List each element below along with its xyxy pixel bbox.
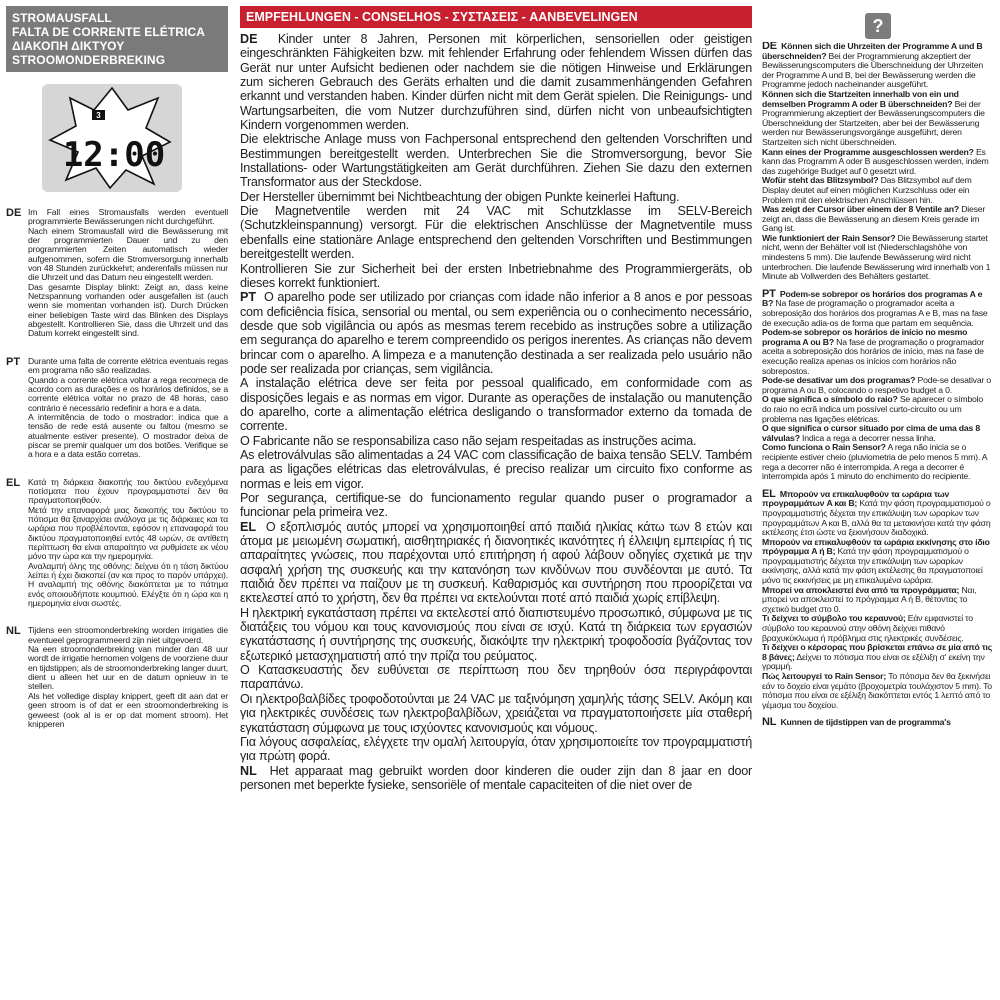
faq-answer: Bei der Programmierung akzeptiert der Bewässerungscomputers die Überschneidung der Startzeiten, aber bei der Bewässerung werden nur Bewässerungsvorgänge ausgeführt, deren Startzeiten sich nicht überschneiden. <box>762 98 985 147</box>
middle-column <box>240 6 752 996</box>
entry-text: Tijdens een stroomonderbreking worden irrigaties die eventueel geprogrammeerd zijn niet uitgevoerd. Na een stroomonderbreking van minder dan 48 uur wordt de irrigatie hernomen volgens de voorziene duur en tijdstippen; als de stroomonderbreking langer duurt, dient u alleen het uur en de datum opnieuw in te stellen. Als het volledige display knippert, geeft dit aan dat er geen stroom is of dat er een stroomonderbreking is geweest (ook al is er op dat moment stroom). Het knipperen <box>28 626 228 729</box>
faq-section-nl <box>762 718 994 728</box>
faq-item <box>762 487 994 538</box>
title-line: STROOMONDERBREKING <box>12 53 166 67</box>
recommendation-paragraph <box>240 491 752 520</box>
faq-item <box>762 443 994 481</box>
recommendation-paragraph <box>240 520 752 606</box>
lang-code: PT <box>240 290 257 305</box>
recommendation-paragraph <box>240 262 752 291</box>
paragraph-text: O Fabricante não se responsabiliza caso não sejam respeitadas as instruções acima. <box>240 433 697 448</box>
faq-icon-wrap <box>762 10 994 42</box>
faq-question: Τι δείχνει ο κέρσορας που βρίσκεται επάνω σε μία από τις 8 βάνες; <box>762 642 993 662</box>
faq-question: Was zeigt der Cursor über einem der 8 Ventile an? <box>762 204 959 215</box>
lang-code: EL <box>240 519 257 534</box>
faq-question: Μπορεί να αποκλειστεί ένα από τα προγράμματα; <box>762 584 960 595</box>
faq-item <box>762 538 994 586</box>
faq-item <box>762 718 994 728</box>
recommendation-paragraph <box>240 290 752 376</box>
faq-item <box>762 643 994 672</box>
entry-nl <box>6 626 228 729</box>
entry-el <box>6 478 228 609</box>
faq-answer: Na fase de programação o programador aceita a sobreposição dos horários dos programas A e B, mas na fase de execução adia-os de forma que partam em sequência. <box>762 298 988 328</box>
paragraph-text: Η ηλεκτρική εγκατάσταση πρέπει να εκτελεστεί από διαπιστευμένο προσωπικό, σύμφωνα με τις διατάξεις του νόμου και τους κανονισμούς που είναι σε ισχύ. Κατά τη διάρκεια των εργασιών εγκατάστασης ή συντήρησης της συσκευής, διακόψτε την ηλεκτρική τροφοδοσία βγάζοντας τον εξωτερικό μετασχηματιστή από την πρίζα του ρεύματος. <box>240 605 752 663</box>
recommendation-paragraph <box>240 190 752 204</box>
left-column <box>6 6 228 729</box>
flashing-display-icon <box>42 84 182 192</box>
faq-item <box>762 148 994 177</box>
paragraph-text: Οι ηλεκτροβαλβίδες τροφοδοτούνται με 24 VAC με ταξινόμηση χαμηλής τάσης SELV. Ακόμη και για ηλεκτρικές συνδέσεις των ηλεκτροβαλβίδων, χρειάζεται να πραγματοποιήσετε μία σταθερή εγκατάσταση σύμφωνα με τους ισχύοντες κανονισμούς και νόμους. <box>240 691 752 735</box>
faq-question: O que significa o cursor situado por cima de uma das 8 válvulas? <box>762 423 981 443</box>
paragraph-text: Kontrollieren Sie zur Sicherheit bei der ersten Inbetriebnahme des Programmiergeräts, ob dieses korrekt funktioniert. <box>240 261 752 290</box>
recommendation-paragraph <box>240 376 752 433</box>
paragraph-text: Ο Κατασκευαστής δεν ευθύνεται σε περίπτωση που δεν τηρηθούν όσα περιγράφονται παραπάνω. <box>240 663 752 692</box>
faq-question: Μπορούν να επικαλυφθούν τα ωράρια των προγραμμάτων A και B; <box>762 488 950 509</box>
lang-code: DE <box>240 32 258 46</box>
recommendations-header: EMPFEHLUNGEN - CONSELHOS - ΣΥΣΤΑΣΕΙΣ - AANBEVELINGEN <box>240 6 752 28</box>
faq-answer: Κατά την φάση προγραμματισμού ο προγραμματιστής δέχεται την επικάλυψη των ωραρίων εκκίνησης, αλλά κατά την φάση εκτέλεσης θα πραγματοποιεί μόνο τις εκκινήσεις με μη επικαλυμένα ωράρια. <box>762 546 983 586</box>
paragraph-text: Kinder unter 8 Jahren, Personen mit körperlichen, sensoriellen oder geistigen eingeschränkten Fähigkeiten bzw. mit fehlender Erfahrung oder fehlendem Wissen dürfen das Gerät nur unter Aufsicht bedienen oder nachdem sie die nötigen Hinweise und Erklärungen zum sicheren Gebrauch des Geräts erhalten und die damit zusammenhängenden Gefahren erkannt und verstanden haben. Kinder dürfen nicht mit dem Gerät spielen. Die Reinigungs- und Wartungsarbeiten, die vom Nutzer durchzuführen sind, dürfen nicht von unbeaufsichtigten Kindern vorgenommen werden. <box>240 32 752 133</box>
recommendation-paragraph <box>240 663 752 692</box>
paragraph-text: Der Hersteller übernimmt bei Nichtbeachtung der obigen Punkte keinerlei Haftung. <box>240 189 680 204</box>
faq-question: Kann eines der Programme ausgeschlossen werden? <box>762 146 974 157</box>
faq-answer: Se aparecer o símbolo do raio no ecrã indica um possível curto-circuito ou um problema nas ligações elétricas. <box>762 394 984 424</box>
faq-question: O que significa o símbolo do raio? <box>762 394 898 405</box>
faq-item <box>762 176 994 205</box>
paragraph-text: As eletroválvulas são alimentadas a 24 VAC com classificação de baixa tensão SELV. Também para as ligações elétricas das eletroválvulas, é preciso realizar um circuito fixo conforme as normas e leis em vigor. <box>240 447 752 491</box>
faq-answer: Κατά την φάση προγραμματισμού ο προγραμματιστής δέχεται την επικάλυψη των ωραρίων των προγραμμάτων A και B, αλλά θα τα μετακινήσει κατά την φάση εκτέλεσης έτσι ώστε να ξεκινήσουν διαδοχικά. <box>762 498 991 538</box>
lcd-display-illustration <box>6 78 228 198</box>
faq-question: Πώς λειτουργεί το Rain Sensor; <box>762 671 887 681</box>
faq-item <box>762 586 994 615</box>
power-failure-title-box <box>6 6 228 72</box>
faq-question: Τι δείχνει το σύμβολο του κεραυνού; <box>762 613 906 624</box>
faq-item <box>762 205 994 234</box>
faq-question: Wie funktioniert der Rain Sensor? <box>762 232 896 243</box>
faq-section-el <box>762 487 994 711</box>
recommendations-body <box>240 32 752 996</box>
lang-code: DE <box>6 207 22 219</box>
right-column <box>762 6 994 998</box>
faq-question: Wofür steht das Blitzsymbol? <box>762 175 879 186</box>
faq-item <box>762 328 994 376</box>
faq-item <box>762 90 994 148</box>
badge-number: 3 <box>96 111 101 120</box>
faq-answer: Na fase de programação o programador aceita a sobreposição dos horários de início, mas na fase de execução realiza apenas os inícios com horários não sobrepostos. <box>762 336 984 376</box>
faq-section-pt <box>762 287 994 482</box>
recommendation-paragraph <box>240 692 752 735</box>
recommendation-paragraph <box>240 606 752 663</box>
display-time: 12:00 <box>62 135 166 175</box>
faq-item <box>762 395 994 424</box>
paragraph-text: Die Magnetventile werden mit 24 VAC mit Schutzklasse im SELV-Bereich (Schutzkleinspannung) versorgt. Für die elektrischen Anschlüsse der Magnetventile muss ebenfalls eine stationäre Anlage entsprechend den geltenden Vorschriften und Bestimmungen bereitgestellt werden. <box>240 204 752 262</box>
recommendation-paragraph <box>240 448 752 491</box>
lang-code: PT <box>762 287 776 300</box>
faq-answer: Das Blitzsymbol auf dem Display deutet auf einen möglichen Kurzschluss oder ein Problem mit den elektrischen Anschlüssen hin. <box>762 175 972 205</box>
faq-item <box>762 42 994 90</box>
faq-answer: Es kann das Programm A oder B ausgeschlossen werden, indem das zugehörige Budget auf 0 gesetzt wird. <box>762 146 989 176</box>
lang-code: EL <box>6 476 21 489</box>
paragraph-text: O aparelho pode ser utilizado por crianças com idade não inferior a 8 anos e por pessoas com deficiência física, sensorial ou mental, ou sem experiência ou o conhecimento necessário, desde que sob vigilância ou após as mesmas terem recebido as instruções sobre a utilização em segurança do aparelho e terem compreendido os perigos inerentes. As crianças não devem brincar com o aparelho. A limpeza e a manutenção destinada a ser realizada pelo usuário não pode ser realizada por crianças, sem vigilância. <box>240 290 752 376</box>
recommendation-paragraph <box>240 434 752 448</box>
paragraph-text: A instalação elétrica deve ser feita por pessoal qualificado, em conformidade com as disposições legais e as normas em vigor. Durante as operações de instalação ou manutenção do aparelho, corte a alimentação elétrica desligando o transformador externo da tomada de corrente. <box>240 376 752 434</box>
entry-text: Κατά τη διάρκεια διακοπής του δικτύου ενδεχόμενα ποτίσματα που έχουν προγραμματιστεί δεν θα πραγματοποιηθούν. Μετά την επαναφορά μιας διακοπής του δικτύου το πότισμα θα ξαναρχίσει ανάλογα με τις διάρκειες και τα ωράρια που προβλέπονται, εφόσον η επαναφορά του δικτύου πραγματοποιηθεί εντός 48 ωρών, σε αντίθετη περίπτωση θα είναι απαραίτητο να ρυθμίσετε εκ νέου μόνο την ώρα και την ημερομηνία. Αναλαμπή όλης της οθόνης: δείχνει ότι η τάση δικτύου λείπει ή έχει διακοπεί (αν και προς το παρόν υπάρχει). Η αναλαμπή της οθόνης διακόπτεται με το πάτημα ενός οποιουδήποτε κουμπιού. Ελέγξτε ότι η ώρα και η ημερομηνία είναι σωστές. <box>28 476 228 609</box>
recommendation-paragraph <box>240 132 752 189</box>
paragraph-text: Por segurança, certifique-se do funcionamento regular quando puser o programador a funcionar pela primeira vez. <box>240 491 752 520</box>
entry-pt <box>6 357 228 460</box>
lang-code: DE <box>762 42 777 52</box>
faq-answer: Εάν εμφανιστεί το σύμβολο του κεραυνού στην οθόνη δείχνει πιθανό βραχυκύκλωμα ή πρόβλημα στις ηλεκτρικές συνδέσεις. <box>762 613 973 643</box>
title-line: ΔΙΑΚΟΠΗ ΔΙΚΤΥΟΥ <box>12 39 125 53</box>
title-line: FALTA DE CORRENTE ELÉTRICA <box>12 25 206 39</box>
faq-answer: Το πότισμα δεν θα ξεκινήσει εάν το δοχείο είναι γεμάτο (βροχομετρία τουλάχιστον 5 mm). Το πότισμα που είναι σε εξέλιξη διακόπτεται εντός 1 λεπτό από το γέμισμα του δοχείου. <box>762 671 992 710</box>
faq-answer: Bei der Programmierung akzeptiert der Bewässerungscomputers die Überschneidung der Uhrzeiten der Programme A und B, bei der Bewässerung werden die Programme jedoch nacheinander ausgeführt. <box>762 50 983 90</box>
faq-item <box>762 376 994 395</box>
question-mark-icon: ? <box>865 13 891 39</box>
faq-question: Podem-se sobrepor os horários de início no mesmo programa A ou B? <box>762 327 968 347</box>
lang-code: NL <box>6 625 21 638</box>
entry-text: Durante uma falta de corrente elétrica eventuais regas em programa não são realizadas. Quando a corrente elétrica voltar a rega recomeça de acordo com as durações e os horários definidos, se a corrente elétrica voltar no prazo de 48 horas, caso contrário é necessário redefinir a hora e a data. A intermitência de todo o mostrador: indica que a tensão de rede está ausente ou faltou (mesmo se atualmente estiver presente). O mostrador deixa de piscar se premir qualquer um dos botões. Verifique se a hora e a data estão corretas. <box>28 355 228 460</box>
faq-answer: Δείχνει το πότισμα που είναι σε εξέλιξη σ' εκείνη την γραμμή. <box>762 651 985 672</box>
faq-answer: Pode-se desativar o programa A ou B, colocando o respetivo budget a 0. <box>762 375 991 395</box>
recommendation-paragraph <box>240 735 752 764</box>
recommendation-paragraph <box>240 764 752 793</box>
faq-question: Können sich die Uhrzeiten der Programme A und B überschneiden? <box>762 42 983 61</box>
faq-answer: Ναι, μπορεί να αποκλειστεί το πρόγραμμα A ή B, θέτοντας το σχετικό budget στο 0. <box>762 584 977 614</box>
faq-question: Können sich die Startzeiten innerhalb von ein und demselben Programm A oder B überschneiden? <box>762 88 959 109</box>
faq-answer: Dieser zeigt an, dass die Bewässerung an diesem Kreis gerade im Gang ist. <box>762 204 986 234</box>
entry-text: Im Fall eines Stromausfalls werden eventuell programmierte Bewässerungen nicht durchgeführt. Nach einem Stromausfall wird die Bewässerung mit der programmierten Dauer und zu den programmierten Zeiten automatisch wieder aufgenommen, sofern die Stromversorgung innerhalb von 48 Stunden zurückkehrt; anderenfalls müssen nur die Uhrzeit und das Datum neu eingestellt werden. Das gesamte Display blinkt: Zeigt an, dass keine Netzspannung vorhanden oder ausgefallen ist (auch wenn sie momentan vorhanden ist). Durch Drücken einer beliebigen Taste wird das Blinken des Displays abgestellt. Kontrollieren Sie, dass die Uhrzeit und das Datum korrekt eingestellt sind. <box>28 207 228 339</box>
entry-de <box>6 208 228 339</box>
faq-question: Μπορούν να επικαλυφθούν τα ωράρια εκκίνησης στο ίδιο πρόγραμμα A ή B; <box>762 536 990 557</box>
faq-question: Pode-se desativar um dos programas? <box>762 375 916 386</box>
faq-question: Como funciona o Rain Sensor? <box>762 442 886 453</box>
lang-code: NL <box>240 763 257 778</box>
faq-question: Podem-se sobrepor os horários dos programas A e B? <box>762 288 983 309</box>
paragraph-text: Het apparaat mag gebruikt worden door kinderen die ouder zijn dan 8 jaar en door personen met beperkte fysieke, sensoriële of mentale capaciteiten of die niet over de <box>240 763 752 792</box>
faq-item <box>762 234 994 282</box>
faq-body <box>762 42 994 998</box>
faq-answer: Die Bewässerung startet nicht, wenn der Behälter voll ist (Niederschlagshöhe von mindestens 5 mm). Die laufende Bewässerung wird nicht unterbrochen. Die laufende Bewässerung wird innerhalb von 1 Minute ab Vollwerden des Behälters gestartet. <box>762 232 991 282</box>
faq-answer: Indica a rega a decorrer nessa linha. <box>802 432 936 443</box>
paragraph-text: Die elektrische Anlage muss von Fachpersonal entsprechend den geltenden Vorschriften und Bestimmungen bereitgestellt werden. Unterbrechen Sie die Stromversorgung, bevor Sie Installations- oder Wartungstätigkeiten am Gerät durchführen. Ziehen Sie dazu den externen Transformator aus der Steckdose. <box>240 132 752 190</box>
faq-item <box>762 672 994 710</box>
faq-question: Kunnen de tijdstippen van de programma's <box>780 717 951 728</box>
faq-section-de <box>762 42 994 282</box>
faq-answer: A rega não inicia se o recipiente estiver cheio (pluviometria de pelo menos 5 mm). A rega a decorrer não é interrompida. A rega a decorrer é interrompida após 1 minuto do enchimento do recipiente. <box>762 442 987 482</box>
recommendation-paragraph <box>240 204 752 261</box>
lang-code: NL <box>762 716 777 729</box>
lang-code: EL <box>762 487 776 500</box>
lang-code: PT <box>6 355 21 368</box>
recommendation-paragraph <box>240 32 752 132</box>
faq-item <box>762 614 994 643</box>
paragraph-text: Ο εξοπλισμός αυτός μπορεί να χρησιμοποιηθεί από παιδιά ηλικίας κάτω των 8 ετών και άτομα με μειωμένη σωματική, αισθητηριακές ή διανοητικές ικανότητες ή έλλειψη εμπειρίας ή τις απαραίτητες γνώσεις, που παρέχονται υπό επιτήρηση ή αφού λάβουν οδηγίες σχετικά με την ασφαλή χρήση της συσκευής και την κατανόηση των κινδύνων που συνδέονται με αυτό. Τα παιδιά δεν πρέπει να παίζουν με τη συσκευή. Καθαρισμός και συντήρηση που προορίζεται να εκτελεστεί από το χρήστη, δεν θα πρέπει να εκτελούνται ποτέ από παιδιά χωρίς επίβλεψη. <box>240 519 752 606</box>
faq-item <box>762 424 994 443</box>
faq-item <box>762 287 994 328</box>
paragraph-text: Για λόγους ασφαλείας, ελέγχετε την ομαλή λειτουργία, όταν χρησιμοποιείτε τον προγραμματιστή για πρώτη φορά. <box>240 734 752 764</box>
title-line: STROMAUSFALL <box>12 11 112 25</box>
